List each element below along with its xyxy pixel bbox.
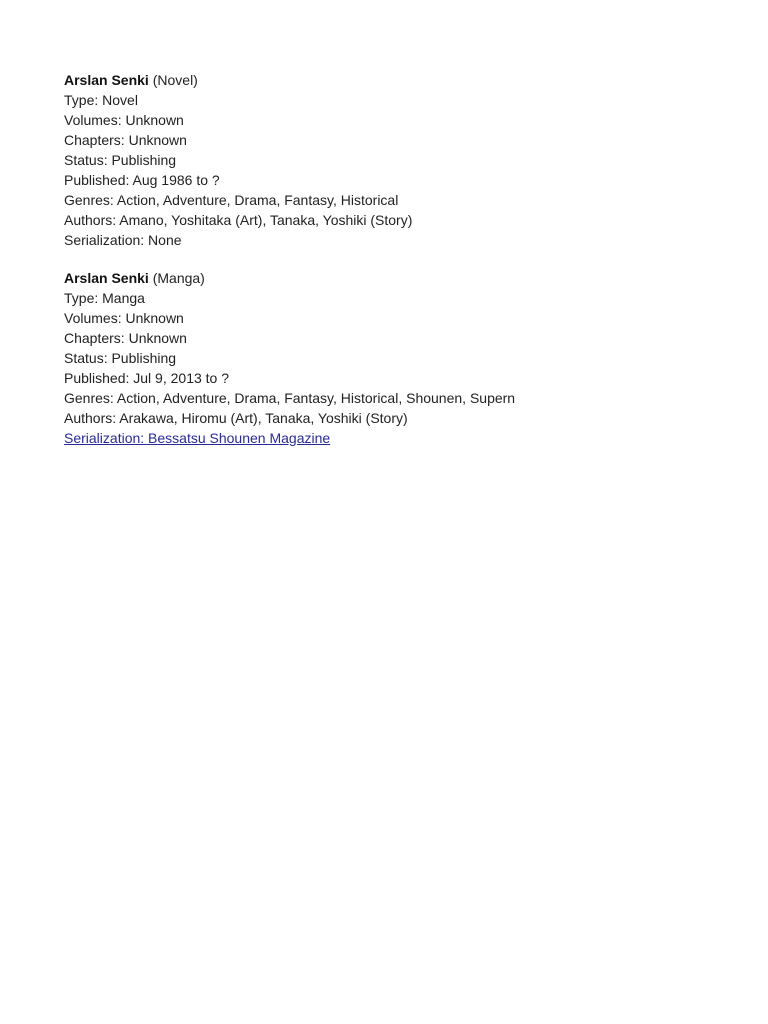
- entry-manga: [64, 268, 754, 448]
- entry-serialization-line: [64, 428, 754, 448]
- entry-novel: [64, 70, 754, 250]
- entry-genres: Genres: Action, Adventure, Drama, Fantasy, Historical, Shounen, Supern: [64, 390, 516, 406]
- entry-published: Published: Aug 1986 to ?: [64, 172, 220, 188]
- serialization-link[interactable]: Serialization: Bessatsu Shounen Magazine: [64, 430, 331, 446]
- entry-title-line: [64, 268, 754, 288]
- entry-type: Type: Manga: [64, 290, 145, 306]
- entry-status: Status: Publishing: [64, 350, 177, 366]
- entry-title-line: [64, 70, 754, 90]
- entry-volumes: Volumes: Unknown: [64, 310, 184, 326]
- entry-title-suffix: (Novel): [148, 72, 198, 88]
- entry-chapters: Chapters: Unknown: [64, 132, 187, 148]
- entry-title: Arslan Senki: [64, 72, 149, 88]
- entry-title-suffix: (Manga): [148, 270, 205, 286]
- entry-serialization: Serialization: None: [64, 232, 182, 248]
- entry-authors: Authors: Arakawa, Hiromu (Art), Tanaka, Yoshiki (Story): [64, 410, 408, 426]
- entry-status: Status: Publishing: [64, 152, 177, 168]
- document-page: [64, 70, 754, 466]
- entry-authors: Authors: Amano, Yoshitaka (Art), Tanaka, Yoshiki (Story): [64, 212, 413, 228]
- entry-type: Type: Novel: [64, 92, 138, 108]
- entry-title: Arslan Senki: [64, 270, 149, 286]
- entry-chapters: Chapters: Unknown: [64, 330, 187, 346]
- entry-published: Published: Jul 9, 2013 to ?: [64, 370, 230, 386]
- entry-volumes: Volumes: Unknown: [64, 112, 184, 128]
- entry-genres: Genres: Action, Adventure, Drama, Fantasy, Historical: [64, 192, 399, 208]
